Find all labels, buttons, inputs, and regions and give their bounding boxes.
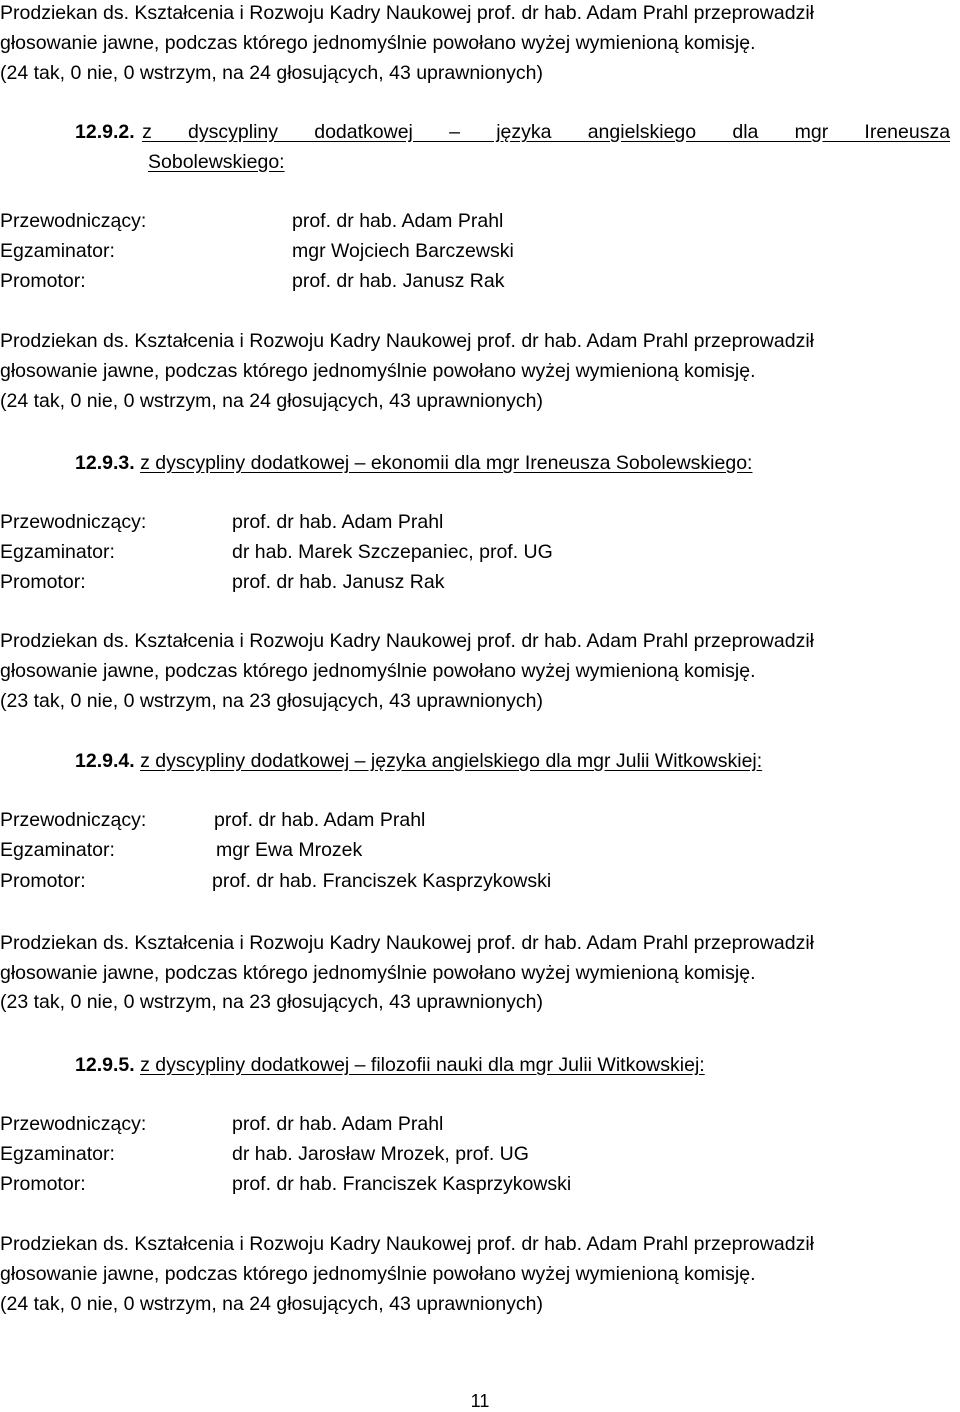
section-heading <box>75 452 752 474</box>
vote-statement-line: głosowanie jawne, podczas którego jednomyślnie powołano wyżej wymienioną komisję. <box>0 360 756 382</box>
vote-result-line: (23 tak, 0 nie, 0 wstrzym, na 23 głosujących, 43 uprawnionych) <box>0 690 544 712</box>
section-title: z dyscypliny dodatkowej – języka angielskiego dla mgr Ireneusza <box>142 121 951 143</box>
section-title-continuation: Sobolewskiego: <box>148 151 285 173</box>
section-title: z dyscypliny dodatkowej – ekonomii dla mgr Ireneusza Sobolewskiego: <box>140 452 753 474</box>
vote-statement-line: Prodziekan ds. Kształcenia i Rozwoju Kadry Naukowej prof. dr hab. Adam Prahl przeprowadził <box>0 2 814 24</box>
vote-statement-line: Prodziekan ds. Kształcenia i Rozwoju Kadry Naukowej prof. dr hab. Adam Prahl przeprowadził <box>0 1233 814 1255</box>
vote-result-line: (24 tak, 0 nie, 0 wstrzym, na 24 głosujących, 43 uprawnionych) <box>0 390 544 412</box>
section-number: 12.9.5. <box>75 1054 135 1076</box>
vote-statement-line: Prodziekan ds. Kształcenia i Rozwoju Kadry Naukowej prof. dr hab. Adam Prahl przeprowadził <box>0 630 814 652</box>
chair-label: Przewodniczący: <box>0 511 147 533</box>
chair-value: prof. dr hab. Adam Prahl <box>214 809 426 831</box>
promoter-value: prof. dr hab. Janusz Rak <box>232 571 445 593</box>
examiner-label: Egzaminator: <box>0 240 115 262</box>
section-number: 12.9.3. <box>75 452 135 474</box>
section-number: 12.9.4. <box>75 750 135 772</box>
examiner-label: Egzaminator: <box>0 839 115 861</box>
examiner-value: mgr Ewa Mrozek <box>216 839 363 861</box>
promoter-value: prof. dr hab. Franciszek Kasprzykowski <box>232 1173 572 1195</box>
examiner-value: dr hab. Marek Szczepaniec, prof. UG <box>232 541 553 563</box>
promoter-label: Promotor: <box>0 870 86 892</box>
chair-value: prof. dr hab. Adam Prahl <box>292 210 504 232</box>
vote-result-line: (24 tak, 0 nie, 0 wstrzym, na 24 głosujących, 43 uprawnionych) <box>0 62 544 84</box>
promoter-value: prof. dr hab. Franciszek Kasprzykowski <box>212 870 552 892</box>
chair-label: Przewodniczący: <box>0 809 147 831</box>
section-title: z dyscypliny dodatkowej – języka angielskiego dla mgr Julii Witkowskiej: <box>140 750 763 772</box>
promoter-label: Promotor: <box>0 571 86 593</box>
examiner-label: Egzaminator: <box>0 1143 115 1165</box>
examiner-value: dr hab. Jarosław Mrozek, prof. UG <box>232 1143 529 1165</box>
section-title: z dyscypliny dodatkowej – filozofii nauki dla mgr Julii Witkowskiej: <box>140 1054 705 1076</box>
chair-value: prof. dr hab. Adam Prahl <box>232 1113 444 1135</box>
vote-statement-line: Prodziekan ds. Kształcenia i Rozwoju Kadry Naukowej prof. dr hab. Adam Prahl przeprowadził <box>0 330 814 352</box>
section-number: 12.9.2. <box>75 121 135 143</box>
vote-result-line: (23 tak, 0 nie, 0 wstrzym, na 23 głosujących, 43 uprawnionych) <box>0 991 544 1013</box>
promoter-label: Promotor: <box>0 270 86 292</box>
promoter-label: Promotor: <box>0 1173 86 1195</box>
section-heading <box>75 750 762 772</box>
examiner-label: Egzaminator: <box>0 541 115 563</box>
vote-statement-line: głosowanie jawne, podczas którego jednomyślnie powołano wyżej wymienioną komisję. <box>0 32 756 54</box>
examiner-value: mgr Wojciech Barczewski <box>292 240 514 262</box>
page-number: 11 <box>470 1391 490 1411</box>
vote-statement-line: głosowanie jawne, podczas którego jednomyślnie powołano wyżej wymienioną komisję. <box>0 1263 756 1285</box>
section-heading <box>75 1054 705 1076</box>
chair-label: Przewodniczący: <box>0 1113 147 1135</box>
chair-value: prof. dr hab. Adam Prahl <box>232 511 444 533</box>
vote-statement-line: głosowanie jawne, podczas którego jednomyślnie powołano wyżej wymienioną komisję. <box>0 660 756 682</box>
vote-statement-line: głosowanie jawne, podczas którego jednomyślnie powołano wyżej wymienioną komisję. <box>0 962 756 984</box>
section-heading <box>75 121 950 143</box>
vote-result-line: (24 tak, 0 nie, 0 wstrzym, na 24 głosujących, 43 uprawnionych) <box>0 1293 544 1315</box>
chair-label: Przewodniczący: <box>0 210 147 232</box>
vote-statement-line: Prodziekan ds. Kształcenia i Rozwoju Kadry Naukowej prof. dr hab. Adam Prahl przeprowadził <box>0 932 814 954</box>
promoter-value: prof. dr hab. Janusz Rak <box>292 270 505 292</box>
